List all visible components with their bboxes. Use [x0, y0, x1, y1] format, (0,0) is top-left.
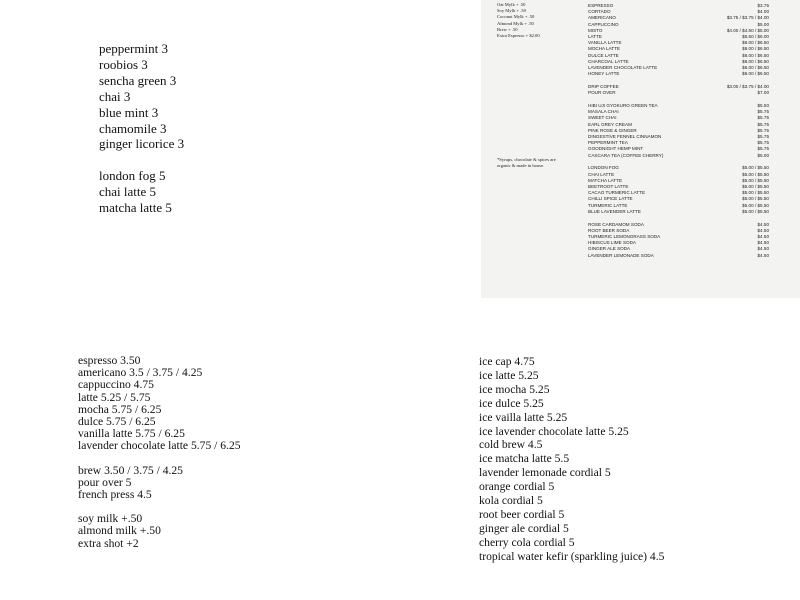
espresso-item: latte 5.25 / 5.75 — [78, 390, 151, 404]
espresso-item: vanilla latte 5.75 / 6.25 — [78, 427, 185, 441]
list-spacer — [588, 96, 769, 103]
tea-item: chai latte 5 — [99, 184, 157, 200]
menu-item-name: GOODNIGHT HEMP MINT — [588, 146, 644, 152]
printed-menu-photo — [481, 0, 800, 298]
menu-item-name: HIBI UJI GYOKURO GREEN TEA — [588, 103, 658, 109]
iced-drink-item: ice matcha latte 5.5 — [479, 452, 570, 466]
tea-item: london fog 5 — [99, 168, 166, 184]
addon-item: Brew + .50 — [497, 26, 518, 32]
iced-drink-item: orange cordial 5 — [479, 480, 555, 494]
iced-drink-item: ginger ale cordial 5 — [479, 521, 569, 535]
menu-row — [588, 253, 769, 259]
espresso-item: brew 3.50 / 3.75 / 4.25 — [78, 463, 183, 477]
espresso-item: cappuccino 4.75 — [78, 378, 154, 392]
iced-drink-item: cold brew 4.5 — [479, 438, 543, 452]
tea-item: sencha green 3 — [99, 72, 177, 88]
espresso-item: mocha 5.75 / 6.25 — [78, 402, 162, 416]
espresso-item: lavender chocolate latte 5.75 / 6.25 — [78, 439, 241, 453]
addon-item: Soy Mylk + .50 — [497, 8, 526, 14]
menu-item-name: HONEY LATTE — [588, 71, 620, 77]
menu-item-price: $5.75 — [757, 121, 769, 127]
tea-item: roobios 3 — [99, 56, 148, 72]
iced-drink-item: root beer cordial 5 — [479, 507, 565, 521]
menu-item-name: ROSE CARDAMOM SODA — [588, 221, 644, 227]
iced-drink-item: ice cap 4.75 — [479, 355, 535, 368]
menu-item-price: $6.00 / $6.50 — [742, 58, 769, 64]
espresso-menu-list — [78, 355, 241, 550]
espresso-item: dulce 5.75 / 6.25 — [78, 415, 156, 429]
menu-item-name: BEETROOT LATTE — [588, 184, 629, 190]
printed-menu-items — [588, 3, 769, 259]
list-spacer — [99, 152, 184, 168]
tea-item: chamomile 3 — [99, 120, 167, 136]
menu-item-name: VANILLA LATTE — [588, 40, 622, 46]
menu-item-name: CHILLI SPICE LATTE — [588, 196, 633, 202]
menu-item-name: POUR OVER — [588, 90, 616, 96]
menu-item-name: LAVENDER CHOCOLATE LATTE — [588, 65, 658, 71]
espresso-item: pour over 5 — [78, 475, 132, 489]
menu-item-name: CHARCOAL LATTE — [588, 58, 629, 64]
menu-item-name: CHAI LATTE — [588, 171, 615, 177]
iced-drink-item: ice mocha 5.25 — [479, 382, 550, 396]
menu-item-name: MISTO — [588, 27, 603, 33]
tea-menu-list — [99, 41, 184, 216]
addon-item: Extra Espresso + $2.00 — [497, 33, 540, 39]
menu-item-name: GINGER ALE SODA — [588, 246, 631, 252]
menu-item-name: DULCE LATTE — [588, 52, 619, 58]
iced-drink-item: cherry cola cordial 5 — [479, 535, 575, 549]
menu-item-name: ESPRESSO — [588, 3, 614, 8]
espresso-item: espresso 3.50 — [78, 354, 141, 367]
espresso-item: americano 3.5 / 3.75 / 4.25 — [78, 366, 203, 380]
menu-item-price: $5.75 — [757, 146, 769, 152]
menu-item-price: $5.75 — [757, 140, 769, 146]
menu-item-price: $6.00 / $6.50 — [742, 46, 769, 52]
menu-item-price: $3.75 — [757, 3, 769, 8]
espresso-item: french press 4.5 — [78, 488, 152, 502]
menu-item-name: LONDON FOG — [588, 165, 619, 171]
menu-item-name: CORTADO — [588, 9, 611, 15]
iced-drinks-menu-list — [479, 355, 664, 564]
menu-item-name: PINK ROSE & GINGER — [588, 127, 637, 133]
list-spacer — [588, 215, 769, 222]
menu-item-name: EARL GREY CREAM — [588, 121, 632, 127]
menu-item-price: $5.00 / $5.50 — [742, 165, 769, 171]
menu-item-price: $5.00 — [757, 152, 769, 158]
menu-item-price: $4.50 — [757, 252, 769, 258]
menu-item-price: $5.00 / $5.50 — [742, 208, 769, 214]
espresso-item: almond milk +.50 — [78, 524, 161, 538]
menu-item-price: $5.50 / $6.00 — [742, 34, 769, 40]
menu-item-name: ROOT BEER SODA — [588, 227, 630, 233]
menu-item-name: MASALA CHAI — [588, 109, 619, 115]
menu-item-price: $5.00 / $5.50 — [742, 177, 769, 183]
menu-item-price: $5.00 / $5.50 — [742, 184, 769, 190]
menu-item-name: PEPPERMINT TEA — [588, 140, 628, 146]
menu-item-price: $6.00 / $6.50 — [742, 65, 769, 71]
menu-item-name: MOCHA LATTE — [588, 46, 621, 52]
list-spacer — [588, 77, 769, 84]
menu-item-price: $4.50 — [757, 227, 769, 233]
menu-item-price: $5.50 — [757, 103, 769, 109]
menu-item-name: LAVENDER LEMONADE SODA — [588, 252, 654, 258]
iced-drink-item: kola cordial 5 — [479, 494, 543, 508]
menu-item-name: CACAO TURMERIC LATTE — [588, 190, 646, 196]
menu-item-price: $4.00 / $4.50 / $5.00 — [726, 27, 769, 33]
menu-item-price: $6.00 / $6.50 — [742, 52, 769, 58]
menu-item-name: DINGESTIVE FENNEL CINNAMON — [588, 134, 662, 140]
menu-item-price: $4.00 — [757, 9, 769, 15]
addon-item: Coconut Mylk + .50 — [497, 14, 535, 20]
menu-item-name: BLUE LAVENDER LATTE — [588, 208, 641, 214]
menu-item-price: $5.00 / $5.50 — [742, 202, 769, 208]
menu-item-price: $3.00 / $3.75 / $4.00 — [726, 84, 769, 90]
menu-item-price: $5.75 — [757, 109, 769, 115]
list-spacer — [78, 453, 241, 465]
menu-item-price: $4.50 — [757, 221, 769, 227]
menu-item-name: SWEET CHAI — [588, 115, 617, 121]
addon-item: Almond Mylk + .50 — [497, 20, 534, 26]
tea-item: ginger licorice 3 — [99, 136, 185, 152]
tea-item: peppermint 3 — [99, 41, 168, 56]
iced-drink-item: tropical water kefir (sparkling juice) 4.5 — [479, 549, 665, 563]
menu-item-name: CASCARA TEA (COFFEE CHERRY) — [588, 152, 664, 158]
menu-item-name: AMERICANO — [588, 15, 616, 21]
menu-item-price: $6.00 / $6.50 — [742, 40, 769, 46]
menu-item-price: $5.75 — [757, 134, 769, 140]
milk-addons-list — [497, 2, 540, 39]
menu-item-price: $5.00 / $5.50 — [742, 171, 769, 177]
tea-item: blue mint 3 — [99, 104, 159, 120]
iced-drink-item: ice latte 5.25 — [479, 368, 539, 382]
menu-item-price: $5.00 — [757, 21, 769, 27]
menu-item-price: $6.00 / $6.50 — [742, 71, 769, 77]
syrups-note: *Syrups, chocolate & spices are organic & made in house. — [497, 157, 556, 169]
menu-item-price: $7.00 — [757, 90, 769, 96]
addon-item: Oat Mylk + .50 — [497, 2, 526, 7]
menu-item-price: $3.75 / $3.75 / $4.00 — [726, 15, 769, 21]
menu-item-price: $5.75 — [757, 127, 769, 133]
espresso-item: extra shot +2 — [78, 536, 139, 550]
menu-item-name: HIBISCUS LIME SODA — [588, 240, 636, 246]
list-spacer — [588, 159, 769, 166]
menu-item-name: TURMERIC LEMONGRASS SODA — [588, 234, 661, 240]
menu-item-name: LATTE — [588, 34, 602, 40]
iced-drink-item: ice dulce 5.25 — [479, 396, 544, 410]
menu-item-price: $5.75 — [757, 115, 769, 121]
menu-item-price: $4.50 — [757, 246, 769, 252]
menu-item-name: MATCHA LATTE — [588, 177, 623, 183]
menu-item-price: $4.50 — [757, 234, 769, 240]
menu-item-price: $5.00 / $5.50 — [742, 190, 769, 196]
menu-item-name: CAPPUCCINO — [588, 21, 619, 27]
iced-drink-item: ice vailla latte 5.25 — [479, 410, 568, 424]
menu-item-name: DRIP COFFEE — [588, 84, 619, 90]
iced-drink-item: lavender lemonade cordial 5 — [479, 466, 611, 480]
tea-item: chai 3 — [99, 88, 131, 104]
tea-item: matcha latte 5 — [99, 200, 172, 216]
menu-item-price: $5.00 / $5.50 — [742, 196, 769, 202]
iced-drink-item: ice lavender chocolate latte 5.25 — [479, 424, 629, 438]
menu-item-price: $4.50 — [757, 240, 769, 246]
menu-item-name: TURMERIC LATTE — [588, 202, 628, 208]
espresso-item: soy milk +.50 — [78, 512, 143, 526]
